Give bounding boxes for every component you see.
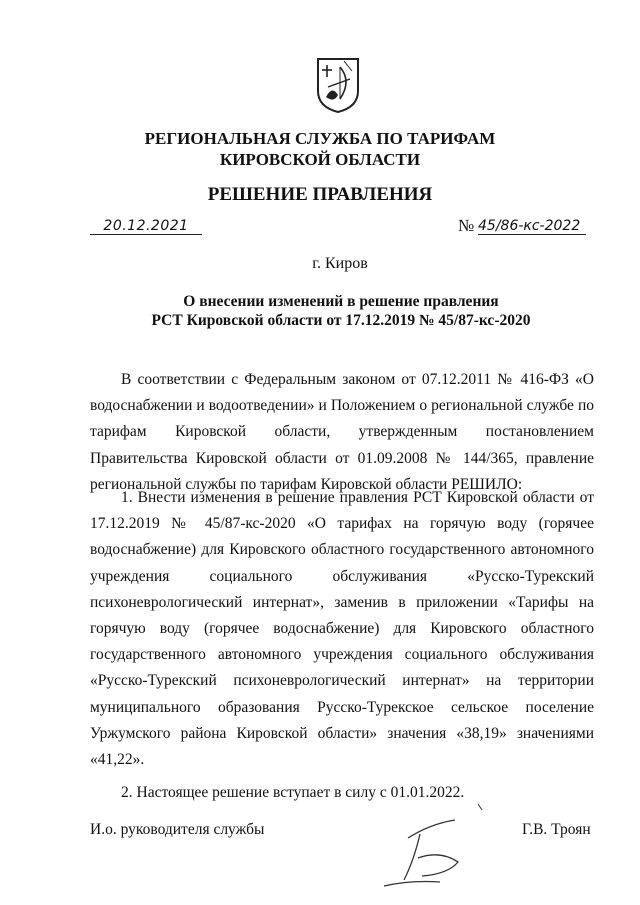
preamble-paragraph: В соответствии с Федеральным законом от 07.12.2011 № 416-ФЗ «О водоснабжении и водоотведении» и Положением о региональной службе по тарифам Кировской области, утвержденным постановлением Правительства Кировской области от 01.09.2008 № 144/365, правление региональной службы по тарифам Кировской области РЕШИЛО: xyxy=(90,371,594,493)
item-1-paragraph: 1. Внести изменения в решение правления РСТ Кировской области от 17.12.2019 № 45/87-кс-2020 «О тарифах на горячую воду (горячее водоснабжение) для Кировского областного государственного автономного учреждения социального обслуживания «Русско-Турекский психоневрологический интернат», заменив в приложении «Тарифы на горячую воду (горячее водоснабжение) для Кировского областного государственного автономного учреждения социального обслуживания «Русско-Турекский психоневрологический интернат» на территории муниципального образования Русско-Турекское сельское поселение Уржумского района Кировской области» значения «38,19» значениями «41,22». xyxy=(90,489,594,769)
decision-title: РЕШЕНИЕ ПРАВЛЕНИЯ xyxy=(207,184,433,205)
city-name: г. Киров xyxy=(312,255,368,272)
subject-line2: РСТ Кировской области от 17.12.2019 № 45/87-кс-2020 xyxy=(151,312,531,329)
subject-line1: О внесении изменений в решение правления xyxy=(183,293,499,310)
coat-of-arms-icon xyxy=(314,55,362,115)
signatory-name: Г.В. Троян xyxy=(522,821,591,838)
item-2-paragraph: 2. Настоящее решение вступает в силу с 01.01.2022. xyxy=(121,784,465,801)
org-name-line2: КИРОВСКОЙ ОБЛАСТИ xyxy=(219,150,421,169)
decision-date: 20.12.2021 xyxy=(90,218,202,235)
decision-number: 45/86-кс-2022 xyxy=(478,218,586,235)
signatory-position: И.о. руководителя службы xyxy=(90,821,265,838)
number-label: № xyxy=(458,216,475,235)
org-name-line1: РЕГИОНАЛЬНАЯ СЛУЖБА ПО ТАРИФАМ xyxy=(144,129,496,148)
handwritten-signature xyxy=(360,800,490,895)
